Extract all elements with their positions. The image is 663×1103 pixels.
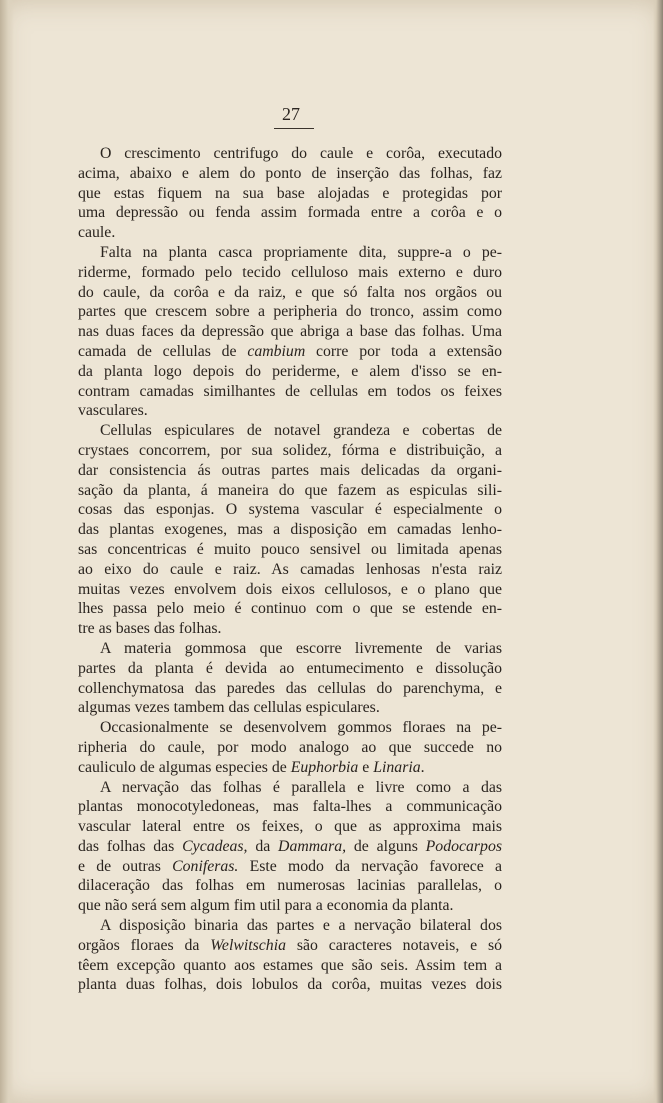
paragraph-3 [78,421,502,639]
text-line: nas duas faces da depressão que abriga a base das folhas. Uma [78,323,502,341]
paragraph-1 [78,144,502,243]
text-line: das folhas das Cycadeas, da Dammara, de alguns Podocarpos [78,837,503,855]
text-line: O crescimento centrifugo do caule e corôa, executado [100,145,502,162]
text-line: camada de cellulas de cambium corre por toda a extensão [78,342,502,360]
body-text [78,144,502,995]
paragraph-5 [78,718,502,777]
text-line: ripheria do caule, por modo analogo ao que succede no [78,738,502,756]
text-line: vasculares. [78,402,148,420]
text-line: riderme, formado pelo tecido celluloso mais externo e duro [78,263,502,281]
paragraph-4 [78,639,502,718]
page-number: 27 [282,104,300,124]
text-line: sação da planta, á maneira do que fazem as espiculas sili- [78,481,502,499]
text-line: plantas monocotyledoneas, mas falta-lhes a communicação [78,798,502,816]
paragraph-2 [78,243,502,421]
text-line: A nervação das folhas é parallela e livre como a das [100,778,502,796]
text-line: e de outras Coniferas. Este modo da nervação favorece a [78,857,502,875]
text-line: Occasionalmente se desenvolvem gommos floraes na pe- [100,719,502,737]
text-line: collenchymatosa das paredes das cellulas do parenchyma, e [78,679,502,697]
text-line: A disposição binaria das partes e a nervação bilateral dos [100,917,502,935]
text-line: caule. [78,224,116,242]
text-line: uma depressão ou fenda assim formada entre a corôa e o [78,204,502,222]
text-line: tre as bases das folhas. [78,620,222,638]
text-line: do caule, da corôa e da raiz, e que só falta nos orgãos ou [78,283,502,301]
text-line: sas concentricas é muito pouco sensivel ou limitada apenas [78,540,502,558]
text-line: muitas vezes envolvem dois eixos cellulosos, e o plano que [78,580,502,598]
page-number-rule [274,128,314,129]
text-line: têem excepção quanto aos estames que são seis. Assim tem a [78,956,502,974]
text-line: lhes passa pelo meio é continuo com o que se estende en- [78,600,502,618]
text-line: contram camadas similhantes de cellulas em todos os feixes [78,382,502,400]
text-line: cosas das esponjas. O systema vascular é especialmente o [78,501,502,519]
text-line: Falta na planta casca propriamente dita, suppre-a o pe- [100,243,502,261]
text-line: que estas fiquem na sua base alojadas e protegidas por [78,184,502,202]
text-line: dilaceração das folhas em numerosas lacinias parallelas, o [78,877,502,895]
text-line: partes que crescem sobre a peripheria do tronco, assim como [78,303,502,321]
text-line: partes da planta é devida ao entumecimento e dissolução [78,659,502,677]
text-line: algumas vezes tambem das cellulas espiculares. [78,699,380,717]
text-line: Cellulas espiculares de notavel grandeza e cobertas de [100,422,502,440]
text-line: da planta logo depois do periderme, e alem d'isso se en- [78,362,502,380]
text-line: dar consistencia ás outras partes mais delicadas da organi- [78,461,502,479]
text-line: vascular lateral entre os feixes, o que as approxima mais [78,818,502,836]
text-line: crystaes concorrem, por sua solidez, fórma e distribuição, a [78,441,502,459]
text-line: planta duas folhas, dois lobulos da corôa, muitas vezes dois [78,976,502,994]
text-line: ao eixo do caule e raiz. As camadas lenhosas n'esta raiz [78,560,502,578]
text-line: acima, abaixo e alem do ponto de inserção das folhas, faz [78,164,502,182]
text-line: cauliculo de algumas especies de Euphorbia e Linaria. [78,758,425,776]
text-line: que não será sem algum fim util para a economia da planta. [78,897,454,915]
paragraph-6 [78,778,502,917]
paragraph-7 [78,916,502,995]
text-line: orgãos floraes da Welwitschia são caracteres notaveis, e só [78,936,502,954]
text-line: A materia gommosa que escorre livremente de varias [100,639,502,657]
text-line: das plantas exogenes, mas a disposição em camadas lenho- [78,521,502,539]
